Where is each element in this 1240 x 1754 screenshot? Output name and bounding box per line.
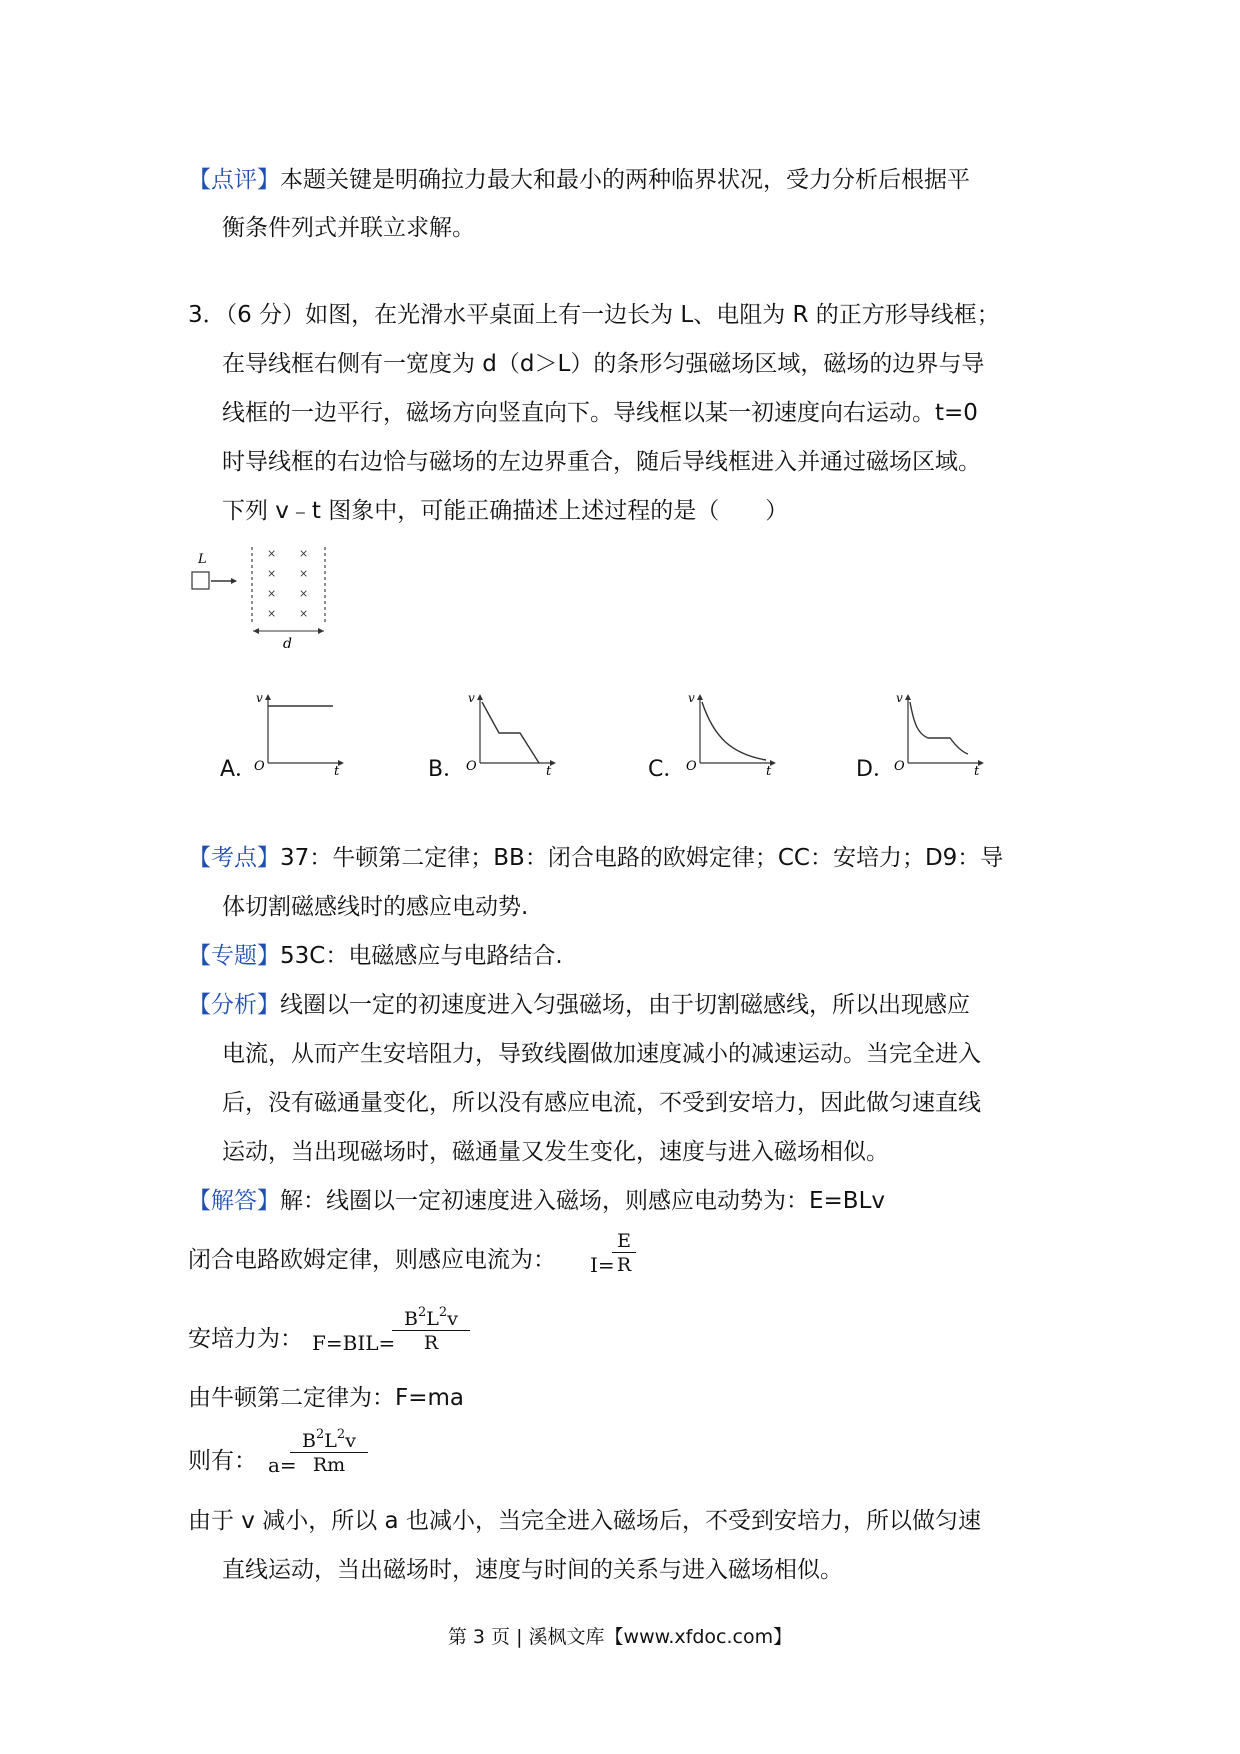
- svg-text:×: ×: [299, 607, 309, 620]
- svg-text:×: ×: [267, 547, 277, 560]
- curve-c: [702, 702, 766, 760]
- svg-text:×: ×: [267, 587, 277, 600]
- conclusion-line-1: 由于 v 减小，所以 a 也减小，当完全进入磁场后，不受到安培力，所以做匀速: [188, 1508, 981, 1534]
- zhuanti-line: 【专题】53C：电磁感应与电路结合.: [188, 943, 563, 969]
- option-b-graph: [466, 688, 560, 779]
- svg-text:×: ×: [299, 587, 309, 600]
- svg-text:O: O: [894, 759, 905, 774]
- width-label: d: [283, 636, 292, 652]
- jieda-line-1: 【解答】解：线圈以一定初速度进入磁场，则感应电动势为：E=BLv: [188, 1188, 886, 1214]
- svg-text:v: v: [688, 691, 695, 705]
- svg-text:×: ×: [267, 607, 277, 620]
- question-line-3: 线框的一边平行，磁场方向竖直向下。导线框以某一初速度向右运动。t=0: [222, 400, 978, 426]
- review-text-1: 本题关键是明确拉力最大和最小的两种临界状况，受力分析后根据平: [280, 167, 970, 193]
- conclusion-line-2: 直线运动，当出磁场时，速度与时间的关系与进入磁场相似。: [222, 1557, 843, 1583]
- svg-text:×: ×: [299, 567, 309, 580]
- option-a-graph: [254, 688, 348, 779]
- force-fraction: $\frac{B^2L^2v}{R}$: [392, 1302, 470, 1355]
- zhuanti-tag: 【专题】: [188, 943, 280, 969]
- svg-text:t: t: [974, 764, 980, 779]
- fenxi-line-2: 电流，从而产生安培阻力，导致线圈做加速度减小的减速运动。当完全进入: [222, 1041, 981, 1067]
- kaodian-line-1: 【考点】37：牛顿第二定律；BB：闭合电路的欧姆定律；CC：安培力；D9：导: [188, 845, 1004, 871]
- svg-text:O: O: [254, 759, 265, 774]
- svg-text:v: v: [256, 691, 263, 705]
- option-d-graph: [894, 688, 988, 779]
- field-marks: [267, 547, 308, 620]
- svg-text:×: ×: [299, 547, 309, 560]
- setup-figure: [188, 545, 338, 650]
- svg-text:×: ×: [267, 567, 277, 580]
- svg-text:O: O: [686, 759, 697, 774]
- question-line-2: 在导线框右侧有一宽度为 d（d＞L）的条形匀强磁场区域，磁场的边界与导: [222, 351, 985, 377]
- svg-text:t: t: [334, 764, 340, 779]
- frame-label: L: [198, 552, 207, 567]
- page-footer: 第 3 页 | 溪枫文库【www.xfdoc.com】: [447, 1626, 793, 1648]
- fenxi-line-3: 后，没有磁通量变化，所以没有感应电流，不受到安培力，因此做匀速直线: [222, 1090, 981, 1116]
- svg-text:t: t: [766, 764, 772, 779]
- current-text: 闭合电路欧姆定律，则感应电流为：: [188, 1247, 556, 1273]
- newton-text: 由牛顿第二定律为：F=ma: [188, 1385, 464, 1411]
- review-line-1: [188, 165, 970, 195]
- jieda-tag: 【解答】: [188, 1188, 280, 1214]
- curve-d: [910, 702, 968, 754]
- option-d-label: D．: [856, 757, 895, 782]
- option-a-label: A．: [220, 757, 258, 782]
- current-lhs: I=: [590, 1253, 615, 1277]
- accel-fraction: $\frac{B^2L^2v}{Rm}$: [290, 1424, 368, 1477]
- svg-text:v: v: [468, 691, 475, 705]
- force-text: 安培力为：: [188, 1326, 303, 1352]
- velocity-arrow-head: [231, 578, 237, 584]
- wire-frame: [192, 572, 209, 589]
- accel-text: 则有：: [188, 1448, 257, 1474]
- kaodian-line-2: 体切割磁感线时的感应电动势.: [222, 894, 529, 920]
- fenxi-tag: 【分析】: [188, 992, 280, 1018]
- svg-text:t: t: [546, 764, 552, 779]
- question-line-1: 3．（6 分）如图，在光滑水平桌面上有一边长为 L、电阻为 R 的正方形导线框；: [188, 302, 1000, 328]
- current-fraction: $\frac{E}{R}$: [612, 1230, 636, 1277]
- question-line-5: 下列 v﹣t 图象中，可能正确描述上述过程的是（ ）: [222, 498, 789, 524]
- force-lhs: F=BIL=: [312, 1331, 396, 1355]
- kaodian-tag: 【考点】: [188, 845, 280, 871]
- accel-lhs: a=: [268, 1453, 297, 1477]
- question-line-4: 时导线框的右边恰与磁场的左边界重合，随后导线框进入并通过磁场区域。: [222, 449, 981, 475]
- review-line-2: 衡条件列式并联立求解。: [222, 215, 475, 241]
- fenxi-line-4: 运动，当出现磁场时，磁通量又发生变化，速度与进入磁场相似。: [222, 1139, 889, 1165]
- svg-text:O: O: [466, 759, 477, 774]
- curve-b: [482, 702, 539, 763]
- option-b-label: B．: [428, 757, 466, 782]
- fenxi-line-1: 【分析】线圈以一定的初速度进入匀强磁场，由于切割磁感线，所以出现感应: [188, 992, 970, 1018]
- option-c-graph: [686, 688, 780, 779]
- svg-text:v: v: [896, 691, 903, 705]
- review-tag: 【点评】: [188, 167, 280, 193]
- option-c-label: C．: [648, 757, 686, 782]
